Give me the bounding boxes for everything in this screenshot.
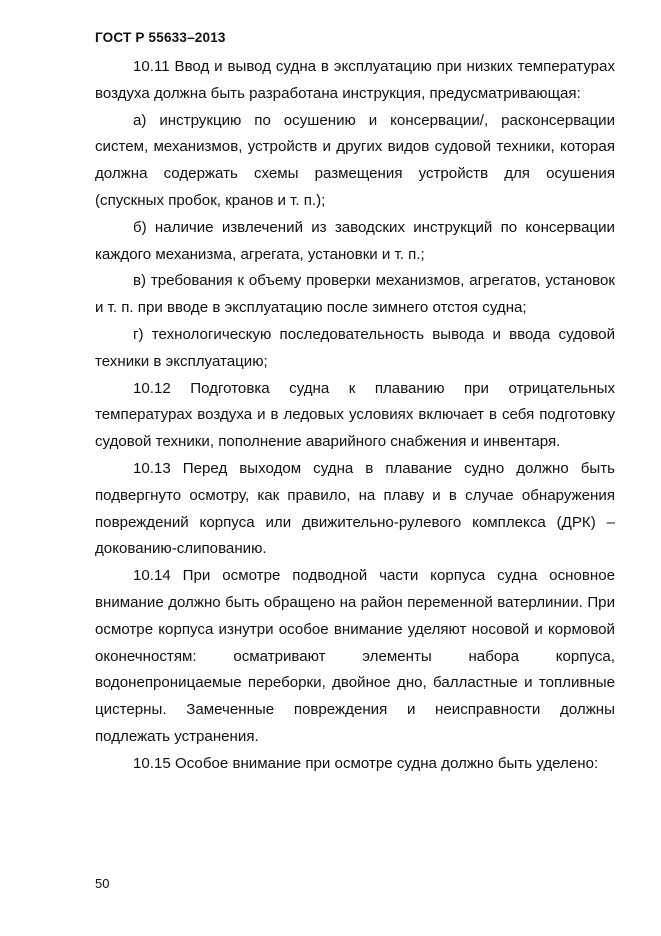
list-item-v: в) требования к объему проверки механизмов, агрегатов, установок и т. п. при вводе в эксплуатацию после зимнего отстоя судна; [95, 272, 615, 317]
list-item-g: г) технологическую последовательность вывода и ввода судовой техники в эксплуатацию; [95, 325, 615, 370]
paragraph-10-14: 10.14 При осмотре подводной части корпуса судна основное внимание должно быть обращено на район переменной ватерлинии. При осмотре корпуса изнутри особое внимание уделяют носовой и кормовой оконечностям: осматривают элементы набора корпуса, водонепроницаемые переборки, двойное дно, балластные и топливные цистерны. Замеченные повреждения и неисправности должны подлежать устранения. [95, 567, 615, 745]
page-number: 50 [95, 876, 110, 891]
paragraph-10-11: 10.11 Ввод и вывод судна в эксплуатацию при низких температурах воздуха должна быть разработана инструкция, предусматривающая: [95, 58, 615, 102]
list-item-b: б) наличие извлечений из заводских инструкций по консервации каждого механизма, агрегата, установки и т. п.; [95, 218, 615, 263]
list-item-a: а) инструкцию по осушению и консервации/, расконсервации систем, механизмов, устройств и других видов судовой техники, которая должна содержать схемы размещения устройств для осушения (спускных пробок, кранов и т. п.); [95, 111, 615, 209]
paragraph-10-13: 10.13 Перед выходом судна в плавание судно должно быть подвергнуто осмотру, как правило, на плаву и в случае обнаружения повреждений корпуса или движительно-рулевого комплекса (ДРК) – докованию-слипованию. [95, 459, 615, 558]
document-header: ГОСТ Р 55633–2013 [95, 30, 226, 45]
paragraph-10-15: 10.15 Особое внимание при осмотре судна должно быть уделено: [133, 754, 599, 772]
paragraph-10-12: 10.12 Подготовка судна к плаванию при отрицательных температурах воздуха и в ледовых условиях включает в себя подготовку судовой техники, пополнение аварийного снабжения и инвентаря. [95, 379, 615, 451]
document-body [95, 54, 615, 778]
